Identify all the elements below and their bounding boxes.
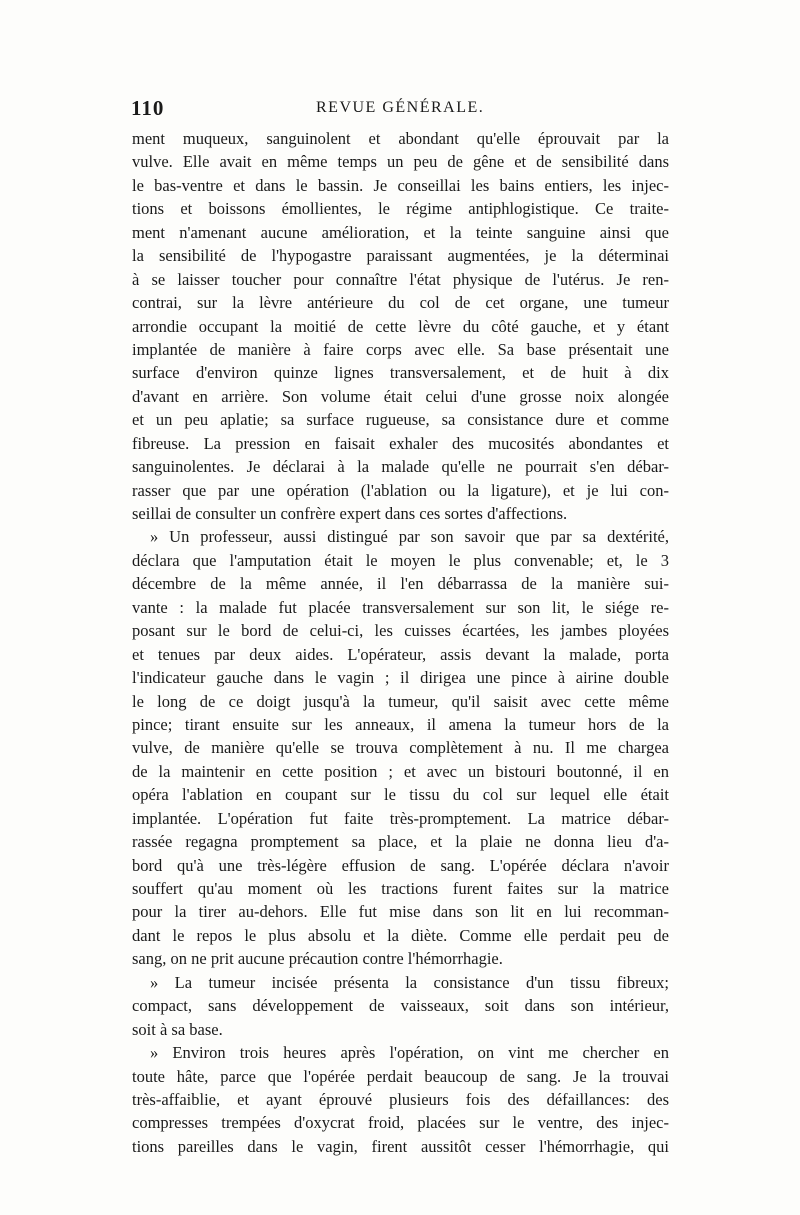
text-line: décembre de la même année, il l'en débarrassa de la manière sui- — [132, 574, 669, 594]
text-line: la sensibilité de l'hypogastre paraissant augmentées, je la déterminai — [132, 246, 669, 266]
text-line: » Environ trois heures après l'opération, on vint me chercher en — [150, 1043, 669, 1063]
body-text — [132, 127, 669, 1158]
text-line: dant le repos le plus absolu et la diète. Comme elle perdait peu de — [132, 925, 669, 945]
text-line: bord qu'à une très-légère effusion de sang. L'opérée déclara n'avoir — [132, 855, 669, 875]
page-header — [131, 96, 668, 122]
text-line: contrai, sur la lèvre antérieure du col de cet organe, une tumeur — [132, 293, 669, 313]
text-line: ment muqueux, sanguinolent et abondant qu'elle éprouvait par la — [132, 129, 669, 148]
text-line: sang, on ne prit aucune précaution contre l'hémorrhagie. — [132, 949, 503, 969]
text-line: tions pareilles dans le vagin, firent aussitôt cesser l'hémorrhagie, qui — [132, 1136, 669, 1156]
text-line: le long de ce doigt jusqu'à la tumeur, qu'il saisit avec cette même — [132, 691, 669, 711]
text-line: surface d'environ quinze lignes transversalement, et de huit à dix — [132, 363, 669, 383]
text-line: vulve. Elle avait en même temps un peu de gêne et de sensibilité dans — [132, 152, 669, 172]
page-number: 110 — [131, 96, 165, 120]
text-line: et un peu aplatie; sa surface rugueuse, sa consistance dure et comme — [132, 410, 669, 430]
text-line: d'avant en arrière. Son volume était celui d'une grosse noix alongée — [132, 386, 669, 406]
text-line: de la maintenir en cette position ; et avec un bistouri boutonné, il en — [132, 761, 669, 781]
text-line: soit à sa base. — [132, 1019, 223, 1039]
text-line: tions et boissons émollientes, le régime antiphlogistique. Ce traite- — [132, 199, 669, 219]
text-line: sanguinolentes. Je déclarai à la malade qu'elle ne pourrait s'en débar- — [132, 457, 669, 477]
text-line: l'indicateur gauche dans le vagin ; il dirigea une pince à airine double — [132, 668, 669, 688]
text-line: souffert qu'au moment où les tractions furent faites sur la matrice — [132, 879, 669, 898]
running-title: REVUE GÉNÉRALE. — [316, 99, 485, 116]
text-line: compact, sans développement de vaisseaux, soit dans son intérieur, — [132, 996, 669, 1016]
text-line: arrondie occupant la moitié de cette lèvre du côté gauche, et y étant — [132, 316, 669, 336]
text-line: pour la tirer au-dehors. Elle fut mise dans son lit en lui recomman- — [132, 902, 669, 922]
text-line: vante : la malade fut placée transversalement sur son lit, le siége re- — [132, 597, 669, 617]
text-line: fibreuse. La pression en faisait exhaler des mucosités abondantes et — [132, 433, 669, 453]
text-line: rasser que par une opération (l'ablation ou la ligature), et je lui con- — [132, 480, 669, 500]
text-line: à se laisser toucher pour connaître l'état physique de l'utérus. Je ren- — [132, 269, 669, 289]
text-line: très-affaiblie, et ayant éprouvé plusieurs fois des défaillances: des — [132, 1089, 669, 1109]
text-line: implantée. L'opération fut faite très-promptement. La matrice débar- — [132, 808, 669, 828]
text-line: » La tumeur incisée présenta la consistance d'un tissu fibreux; — [150, 972, 669, 992]
text-line: posant sur le bord de celui-ci, les cuisses écartées, les jambes ployées — [132, 621, 669, 641]
text-line: compresses trempées d'oxycrat froid, placées sur le ventre, des injec- — [132, 1113, 669, 1133]
text-line: pince; tirant ensuite sur les anneaux, il amena la tumeur hors de la — [132, 714, 669, 734]
text-line: implantée de manière à faire corps avec elle. Sa base présentait une — [132, 339, 669, 359]
text-line: toute hâte, parce que l'opérée perdait beaucoup de sang. Je la trouvai — [132, 1066, 669, 1086]
text-line: ment n'amenant aucune amélioration, et la teinte sanguine ainsi que — [132, 222, 669, 242]
text-line: » Un professeur, aussi distingué par son savoir que par sa dextérité, — [150, 527, 669, 547]
text-line: seillai de consulter un confrère expert dans ces sortes d'affections. — [132, 504, 568, 523]
text-line: rassée regagna promptement sa place, et la plaie ne donna lieu d'a- — [132, 832, 669, 852]
text-line: vulve, de manière qu'elle se trouva complètement à nu. Il me chargea — [132, 738, 669, 758]
text-line: opéra l'ablation en coupant sur le tissu du col sur lequel elle était — [132, 785, 669, 805]
text-line: le bas-ventre et dans le bassin. Je conseillai les bains entiers, les injec- — [132, 175, 669, 195]
text-line: et tenues par deux aides. L'opérateur, assis devant la malade, porta — [132, 644, 669, 664]
text-line: déclara que l'amputation était le moyen le plus convenable; et, le 3 — [132, 550, 669, 570]
